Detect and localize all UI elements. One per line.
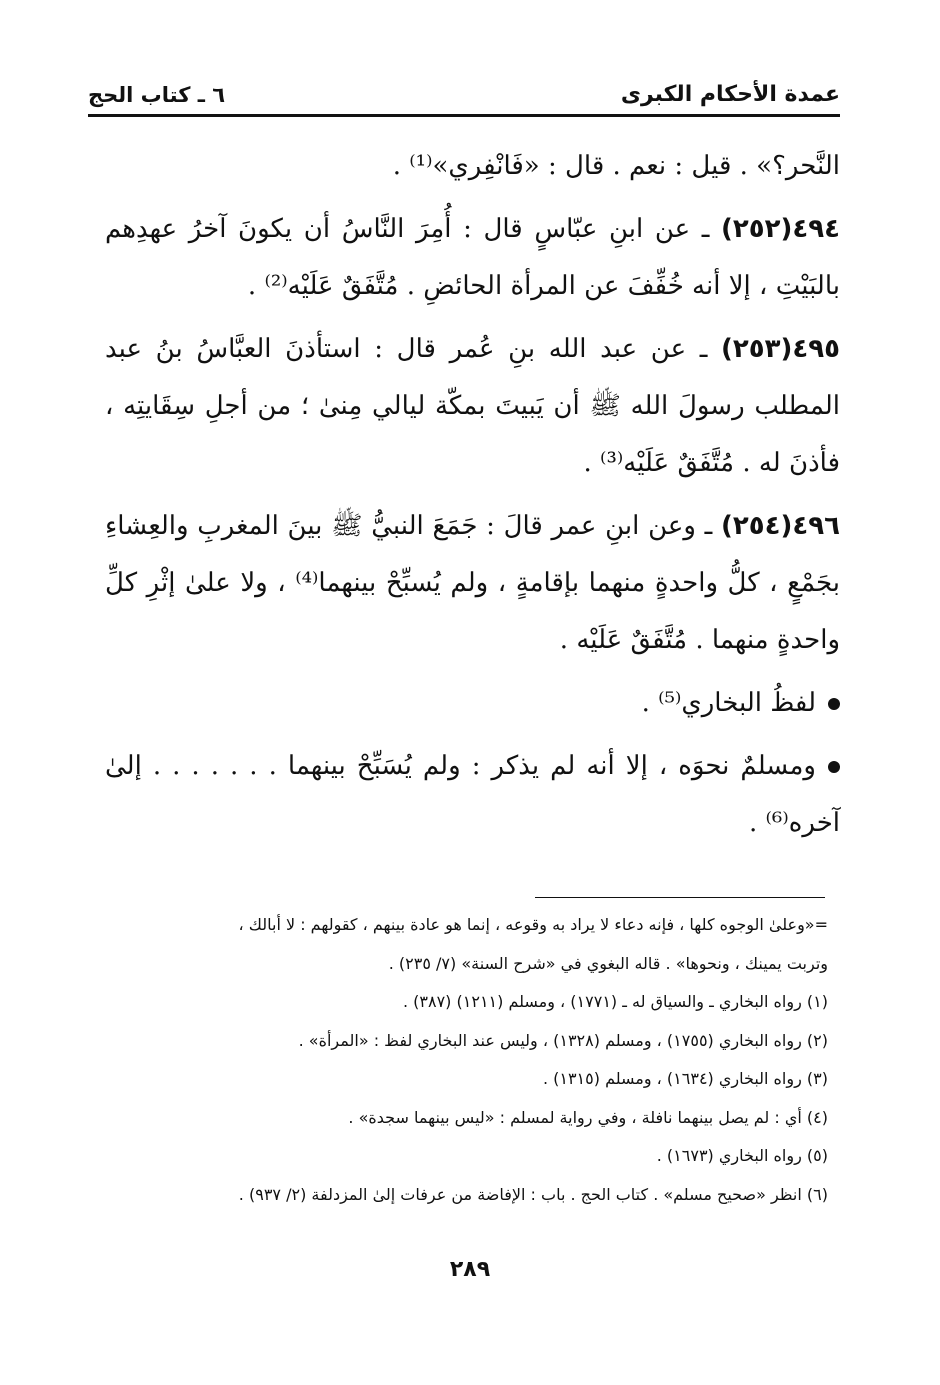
footnote: =«وعلىٰ الوجوه كلها ، فإنه دعاء لا يراد به وقوعه ، إنما هو عادة بينهم ، كقولهم : لا أبالك ، [238,915,828,934]
hadith-number: ٤٩٥(٢٥٣) [721,334,840,364]
hadith-495 [105,321,840,492]
main-text [105,138,840,858]
hadith-number: ٤٩٤(٢٥٢) [721,214,840,244]
page-number: ٢٨٩ [449,1257,491,1282]
footnote: (٣) رواه البخاري (١٦٣٤) ، ومسلم (١٣١٥) . [542,1069,828,1088]
hadith-496 [105,498,840,669]
hadith-494 [105,201,840,315]
running-header [88,78,840,118]
footnote-divider [535,897,825,898]
footnotes [113,906,828,1214]
hadith-text: ـ عن ابنِ عبّاسٍ قال : أُمِرَ النَّاسُ أن يكونَ آخرُ عهدِهم بالبَيْتِ ، إلا أنه خُفِّفَ عن المرأة الحائضِ . مُتَّفَقٌ عَلَيْه⁽²⁾ . [105,214,840,301]
hadith-number: ٤٩٦(٢٥٤) [721,511,840,541]
hadith-text: ـ عن عبد الله بنِ عُمر قال : استأذنَ العبَّاسُ بنُ عبد المطلب رسولَ الله ﷺ أن يَبيتَ بمكّة ليالي مِنىٰ ؛ من أجلِ سِقَايتِه ، فأذنَ له . مُتَّفَقٌ عَلَيْه⁽³⁾ . [105,334,840,478]
footnote: وتربت يمينك ، ونحوها» . قاله البغوي في «شرح السنة» (٧/ ٢٣٥) . [388,953,828,973]
footnote: (٢) رواه البخاري (١٧٥٥) ، ومسلم (١٣٢٨) ، وليس عند البخاري لفظ : «المرأة» . [298,1030,828,1050]
header-divider [88,114,840,117]
bullet-icon [828,761,840,773]
footnote: (٦) انظر «صحيح مسلم» . كتاب الحج . باب : الإفاضة من عرفات إلىٰ المزدلفة (٢/ ٩٣٧) . [238,1184,828,1204]
footnote: (٤) أي : لم يصل بينهما نافلة ، وفي رواية لمسلم : «ليس بينهما سجدة» . [348,1107,828,1127]
bullet-item [105,675,840,732]
bullet-text: لفظُ البخاري⁽⁵⁾ . [641,688,816,718]
footnote: (٥) رواه البخاري (١٦٧٣) . [656,1146,828,1165]
hadith-text: ـ وعن ابنِ عمر قالَ : جَمَعَ النبيُّ ﷺ بينَ المغربِ والعِشاءِ بجَمْعٍ ، كلُّ واحدةٍ منهما بإقامةٍ ، ولم يُسبِّحْ بينهما⁽⁴⁾ ، ولا علىٰ إثْرِ كلِّ واحدةٍ منهما . مُتَّفَقٌ عَلَيْه . [105,511,840,655]
footnote: (١) رواه البخاري ـ والسياق له ـ (١٧٧١) ، ومسلم (١٢١١) (٣٨٧) . [402,992,828,1011]
continuation-paragraph: النَّحر؟» . قيل : نعم . قال : «فَانْفِري»⁽¹⁾ . [392,151,840,181]
bullet-text: ومسلمٌ نحوَه ، إلا أنه لم يذكر : ولم يُسَبِّحْ بينهما . . . . . . . إلىٰ آخره⁽⁶⁾ . [105,751,840,838]
book-title: عمدة الأحكام الكبرى [620,82,840,107]
bullet-item [105,738,840,852]
chapter-title: ٦ ـ كتاب الحج [88,83,226,107]
bullet-icon [828,698,840,710]
